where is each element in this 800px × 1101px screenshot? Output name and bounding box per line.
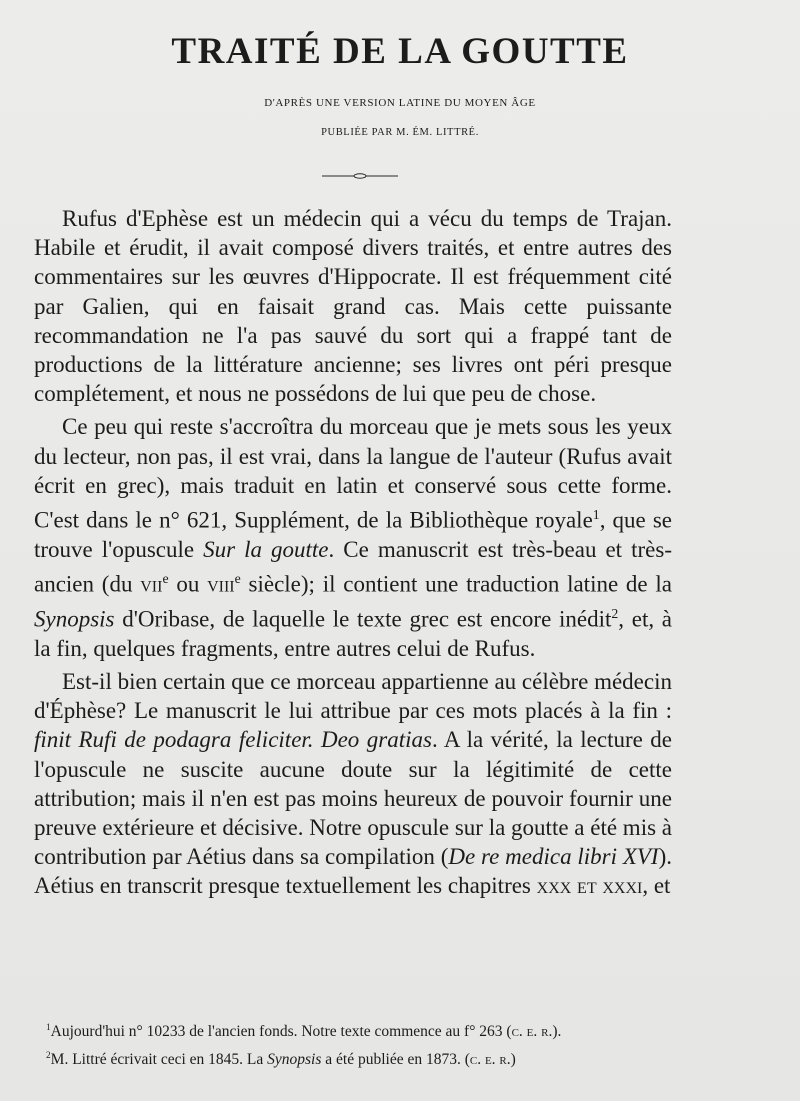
page-subtitle: D'APRÈS UNE VERSION LATINE DU MOYEN ÂGE [264,97,536,109]
italic-synopsis: Synopsis [267,1051,322,1069]
paragraph-2-text: , et, à la fin, quelques fragments, entre autres celui de Rufus. [34,606,673,661]
chapter-numerals: xxx et xxxi [536,873,643,899]
paragraph-2-text: . Ce manuscrit est très-beau et très-ancien (du [34,536,672,597]
italic-work-title: De re medica libri XVI [448,844,659,870]
italic-synopsis: Synopsis [34,606,115,632]
footnote-ref-2[interactable]: 2 [611,605,619,621]
superscript-e: e [162,571,169,587]
footnotes [46,1016,672,1072]
century-numeral: vii [140,571,163,597]
paragraph-3-text: ). Aétius en transcrit presque textuellement les chapitres [34,844,673,899]
paragraph-2-text: d'Oribase, de laquelle le texte grec est encore inédit [114,606,612,632]
paragraph-3-text: Est-il bien certain que ce morceau appartienne au célèbre médecin d'Éphèse? Le manuscrit le lui attribue par ces mots placés à la fin : [34,669,672,724]
paragraph-3 [34,667,672,901]
paragraph-2-text: siècle); il contient une traduction latine de la [240,571,673,597]
footnote-2 [46,1044,672,1072]
ornament-rule-icon [320,172,400,180]
page-title: TRAITÉ DE LA GOUTTE [171,31,629,72]
footnote-number: 2 [46,1051,51,1062]
paragraph-2-text: ou [168,571,208,597]
footnote-number: 1 [46,1023,51,1033]
footnote-text: Aujourd'hui n° 10233 de l'ancien fonds. Notre texte commence au f° 263 [50,1023,507,1041]
paragraph-2-text: , que se trouve l'opuscule [34,507,672,562]
editor-note: (c. e. r.). [506,1023,562,1041]
footnote-1 [46,1016,672,1044]
paragraph-3-text: . A la vérité, la lecture de l'opuscule ne suscite aucune doute sur la légitimité de cette attribution; mais il n'en est pas moins heureux de pouvoir fournir une preuve extérieure et décisive. Notre opuscule sur la goutte a été mis à contribution par Aétius dans sa compilation ( [34,727,672,870]
italic-latin-quote: finit Rufi de podagra feliciter. Deo gratias [34,727,432,753]
footnote-text: a été publiée en 1873. [321,1051,465,1069]
body-text [34,204,672,901]
century-numeral: viii [207,571,235,597]
footnote-ref-1[interactable]: 1 [592,507,600,523]
italic-title: Sur la goutte [203,536,329,562]
superscript-e: e [234,571,241,587]
paragraph-3-text: , et [642,873,671,899]
footnote-text: M. Littré écrivait ceci en 1845. La [50,1051,268,1069]
paragraph-1: Rufus d'Ephèse est un médecin qui a vécu du temps de Trajan. Habile et érudit, il avait composé divers traités, et entre autres des commentaires sur les œuvres d'Hippocrate. Il est fréquemment cité par Galien, qui en faisait grand cas. Mais cette puissante recommandation ne l'a pas sauvé du sort qui a frappé tant de productions de la littérature ancienne; ses livres ont péri presque complétement, et nous ne possédons de lui que peu de chose. [34,206,672,407]
paragraph-2-text: Ce peu qui reste s'accroîtra du morceau que je mets sous les yeux du lecteur, non pas, il est vrai, dans la langue de l'auteur (Rufus avait écrit en grec), mais traduit en latin et conservé sous cette forme. C'est dans le n° 621, Supplément, de la Bibliothèque royale [34,414,672,533]
page-byline: PUBLIÉE PAR M. ÉM. LITTRÉ. [321,127,479,138]
paragraph-2 [34,412,672,663]
editor-note: (c. e. r.) [464,1051,516,1069]
